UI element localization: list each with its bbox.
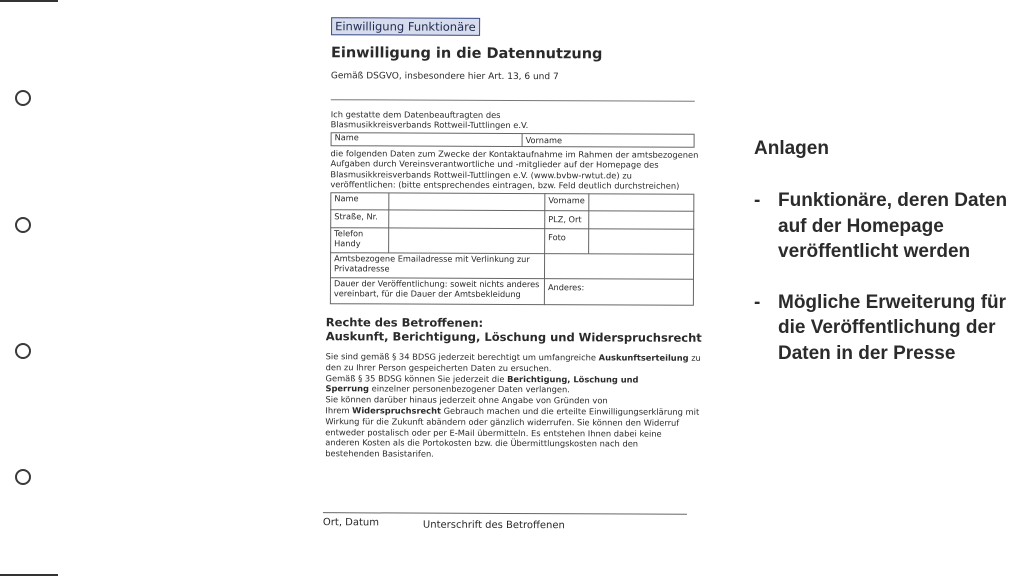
intro-text: Ich gestatte dem Datenbeauftragten des Blasmusikkreisverbands Rottweil-Tuttlingen e.V. xyxy=(330,109,529,131)
binder-hole-icon xyxy=(15,217,31,233)
top-left-rule xyxy=(0,0,58,2)
table-email: Amtsbezogene Emailadresse mit Verlinkung zur Privatadresse xyxy=(334,253,530,273)
table-plz: PLZ, Ort xyxy=(548,214,582,225)
table-name: Name xyxy=(334,193,359,204)
binder-hole-icon xyxy=(15,90,31,106)
vorname-label: Vorname xyxy=(525,135,563,146)
form-title: Einwilligung in die Datennutzung xyxy=(330,45,603,63)
binder-hole-icon xyxy=(15,343,31,359)
form-subtitle: Gemäß DSGVO, insbesondere hier Art. 13, 6 und 7 xyxy=(330,71,559,83)
name-field-row xyxy=(331,132,695,148)
bullet-text: Mögliche Erweiterung für die Veröffentlichung der Daten in der Presse xyxy=(778,291,1007,364)
table-anderes: Anderes: xyxy=(547,282,585,293)
divider xyxy=(331,99,695,102)
rights-text: Sie sind gemäß § 34 BDSG jederzeit berechtigt um umfangreiche Auskunftserteilung zu den zu Ihrer Person gespeicherten Daten zu ersuchen. Gemäß § 35 BDSG können Sie jederzeit die Berichtigung, Löschung und Sperrung einzelner personenbezogener Daten verlangen. Sie können darüber hinaus jederzeit ohne Angabe von Gründen von Ihrem Widerspruchsrecht Gebrauch machen und die erteilte Einwilligungserklärung mit Wirkung für die Zukunft abändern oder gänzlich widerrufen. Sie können den Widerruf entweder postalisch oder per E-Mail übermitteln. Es entstehen Ihnen dabei keine anderen Kosten als die Portokosten bzw. die Übermittlungskosten nach den bestehenden Basistarifen. xyxy=(325,351,701,459)
ort-datum-label: Ort, Datum xyxy=(322,517,380,529)
table-vorname: Vorname xyxy=(548,195,585,206)
slide-bullet-list xyxy=(754,188,1016,391)
table-telefon: Telefon Handy xyxy=(334,228,364,248)
form-stamp: Einwilligung Funktionäre xyxy=(331,17,480,36)
bullet-text: Funktionäre, deren Daten auf der Homepage veröffentlicht werden xyxy=(778,190,1008,262)
slide-heading: Anlagen xyxy=(754,138,829,159)
name-label: Name xyxy=(334,132,359,143)
table-strasse: Straße, Nr. xyxy=(334,211,378,222)
table-foto: Foto xyxy=(548,232,566,243)
unterschrift-label: Unterschrift des Betroffenen xyxy=(422,519,565,532)
slide-bullet xyxy=(754,290,1016,367)
scanned-consent-form xyxy=(317,9,705,545)
signature-line xyxy=(323,512,687,515)
table-dauer: Dauer der Veröffentlichung: soweit nichts anderes vereinbart, für die Dauer der Amtsbekleidung xyxy=(333,278,540,299)
rights-heading: Rechte des Betroffenen: Auskunft, Berichtigung, Löschung und Widerspruchsrecht xyxy=(325,315,702,345)
bullet-dash: - xyxy=(754,291,761,313)
bullet-dash: - xyxy=(754,190,761,211)
slide-bullet xyxy=(754,188,1016,265)
consent-text: die folgenden Daten zum Zwecke der Kontaktaufnahme im Rahmen der amtsbezogenen Aufgaben durch Vereinsverantwortliche und -mitglieder auf der Homepage des Blasmusikkreisverbands Rottweil-Tuttlingen e.V. (www.bvbw-rwtut.de) zu veröffentlichen: (bitte entsprechendes eintragen, bzw. Feld deutlich durchstreichen) xyxy=(330,148,699,191)
binder-hole-icon xyxy=(15,469,31,485)
